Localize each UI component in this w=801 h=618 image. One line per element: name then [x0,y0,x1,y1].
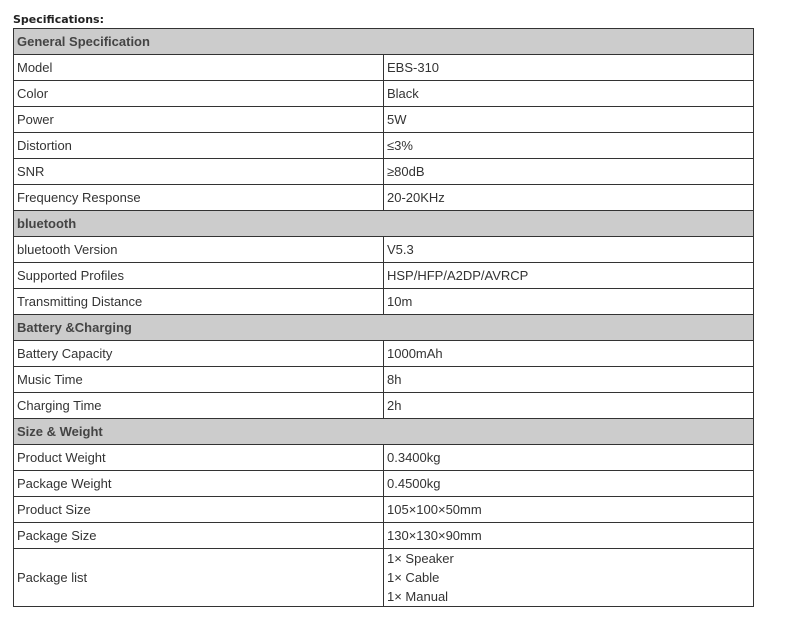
section-header-size-weight [14,419,754,445]
spec-label: Model [14,55,384,81]
spec-value: 1000mAh [384,341,754,367]
spec-row-music-time [14,367,754,393]
spec-label: Power [14,107,384,133]
spec-label: Music Time [14,367,384,393]
spec-row-snr [14,159,754,185]
package-list-item: 1× Manual [387,589,449,604]
package-list-item: 1× Speaker [387,551,454,566]
spec-value: 0.3400kg [384,445,754,471]
section-header-general [14,29,754,55]
spec-label: Frequency Response [14,185,384,211]
spec-row-product-weight [14,445,754,471]
spec-value: ≥80dB [384,159,754,185]
spec-label: SNR [14,159,384,185]
spec-row-battery-capacity [14,341,754,367]
spec-label: Battery Capacity [14,341,384,367]
spec-value: 10m [384,289,754,315]
spec-label: Package list [14,549,384,607]
spec-value: 20-20KHz [384,185,754,211]
spec-row-package-list [14,549,754,607]
spec-label: Charging Time [14,393,384,419]
page-title: Specifications: [13,13,105,26]
spec-value: 130×130×90mm [384,523,754,549]
spec-row-bluetooth-version [14,237,754,263]
section-title: Battery &Charging [14,315,754,341]
package-list-item: 1× Cable [387,570,440,585]
spec-value-list [384,549,754,607]
spec-label: bluetooth Version [14,237,384,263]
spec-value: EBS-310 [384,55,754,81]
spec-row-package-size [14,523,754,549]
section-title: General Specification [14,29,754,55]
spec-row-supported-profiles [14,263,754,289]
spec-row-charging-time [14,393,754,419]
spec-row-transmitting-distance [14,289,754,315]
spec-label: Package Weight [14,471,384,497]
spec-label: Product Weight [14,445,384,471]
spec-row-model [14,55,754,81]
spec-value: ≤3% [384,133,754,159]
spec-value: HSP/HFP/A2DP/AVRCP [384,263,754,289]
spec-label: Product Size [14,497,384,523]
specifications-table [13,28,754,607]
section-header-battery [14,315,754,341]
spec-label: Supported Profiles [14,263,384,289]
section-title: Size & Weight [14,419,754,445]
spec-value: 8h [384,367,754,393]
spec-row-package-weight [14,471,754,497]
section-header-bluetooth [14,211,754,237]
spec-value: Black [384,81,754,107]
spec-value: 5W [384,107,754,133]
spec-row-distortion [14,133,754,159]
spec-label: Package Size [14,523,384,549]
spec-value: 105×100×50mm [384,497,754,523]
spec-row-frequency-response [14,185,754,211]
spec-value: 0.4500kg [384,471,754,497]
spec-value: V5.3 [384,237,754,263]
spec-label: Color [14,81,384,107]
spec-row-power [14,107,754,133]
spec-label: Distortion [14,133,384,159]
section-title: bluetooth [14,211,754,237]
spec-row-product-size [14,497,754,523]
spec-value: 2h [384,393,754,419]
spec-row-color [14,81,754,107]
spec-label: Transmitting Distance [14,289,384,315]
